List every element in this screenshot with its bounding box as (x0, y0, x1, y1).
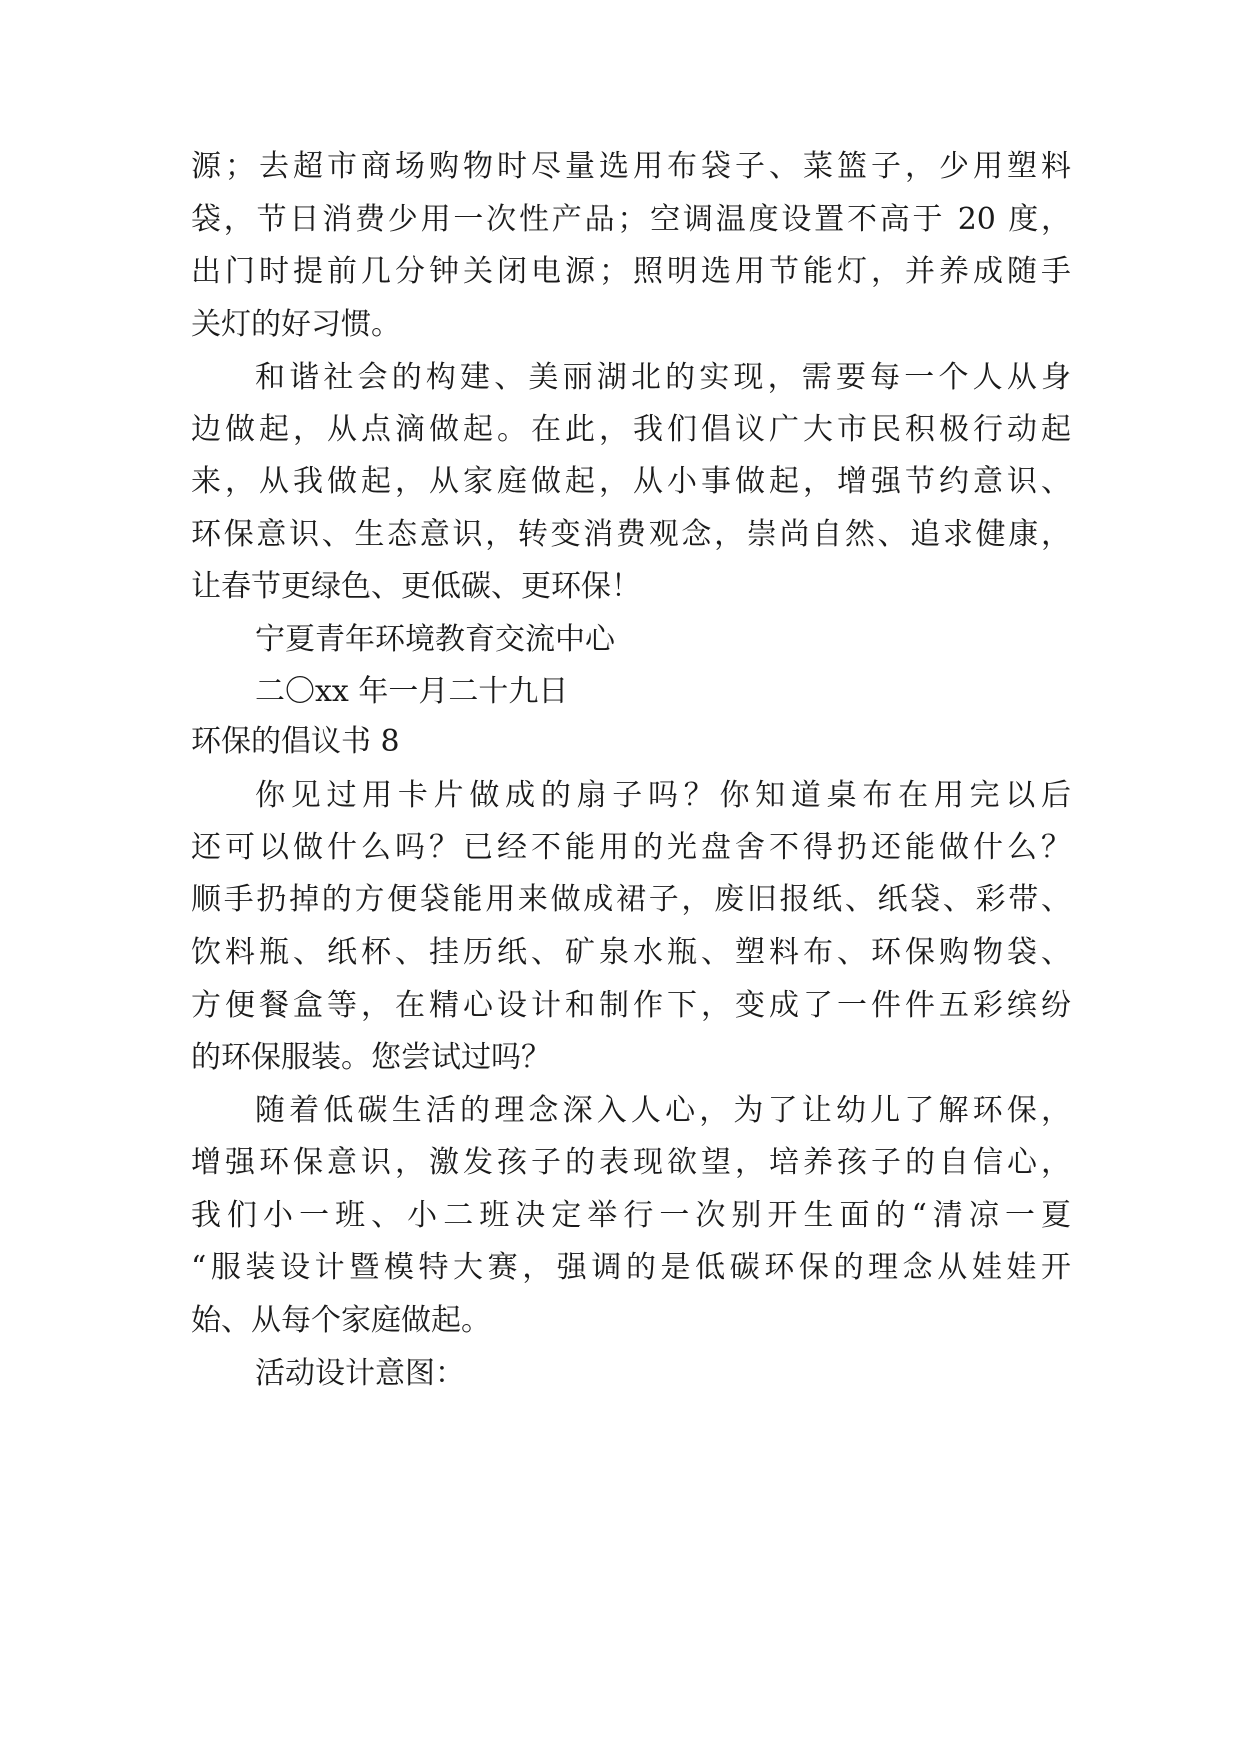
paragraph-line: 和谐社会的构建、美丽湖北的实现，需要每一个人从身 (255, 360, 1071, 395)
paragraph-line: 关灯的好习惯。 (191, 307, 401, 342)
section-heading: 环保的倡议书 8 (191, 724, 400, 759)
paragraph-line: 随着低碳生活的理念深入人心，为了让幼儿了解环保， (255, 1093, 1071, 1128)
paragraph-line: 来，从我做起，从家庭做起，从小事做起，增强节约意识、 (191, 464, 1071, 499)
paragraph-line: 的环保服装。您尝试过吗？ (191, 1040, 551, 1075)
signature-date: 二〇xx 年一月二十九日 (255, 674, 569, 709)
signature-organization: 宁夏青年环境教育交流中心 (255, 622, 615, 657)
paragraph-line: 始、从每个家庭做起。 (191, 1303, 491, 1338)
paragraph-line: 出门时提前几分钟关闭电源；照明选用节能灯，并养成随手 (191, 254, 1071, 289)
paragraph-line: 让春节更绿色、更低碳、更环保！ (191, 569, 641, 604)
paragraph-line: 我们小一班、小二班决定举行一次别开生面的“清凉一夏 (191, 1198, 1071, 1233)
paragraph-line: 还可以做什么吗？已经不能用的光盘舍不得扔还能做什么？ (191, 830, 1071, 865)
paragraph-line: 增强环保意识，激发孩子的表现欲望，培养孩子的自信心， (191, 1145, 1071, 1180)
paragraph-line: 顺手扔掉的方便袋能用来做成裙子，废旧报纸、纸袋、彩带、 (191, 882, 1071, 917)
paragraph-line: 边做起，从点滴做起。在此，我们倡议广大市民积极行动起 (191, 412, 1071, 447)
paragraph-line: “服装设计暨模特大赛，强调的是低碳环保的理念从娃娃开 (191, 1250, 1071, 1285)
paragraph-line: 环保意识、生态意识，转变消费观念，崇尚自然、追求健康， (191, 517, 1071, 552)
paragraph-line: 袋，节日消费少用一次性产品；空调温度设置不高于 20 度， (191, 202, 1071, 237)
paragraph-line: 方便餐盒等，在精心设计和制作下，变成了一件件五彩缤纷 (191, 988, 1071, 1023)
paragraph-line: 源；去超市商场购物时尽量选用布袋子、菜篮子，少用塑料 (191, 149, 1071, 184)
paragraph-line: 活动设计意图： (255, 1356, 465, 1391)
paragraph-line: 饮料瓶、纸杯、挂历纸、矿泉水瓶、塑料布、环保购物袋、 (191, 935, 1071, 970)
paragraph-line: 你见过用卡片做成的扇子吗？你知道桌布在用完以后 (255, 778, 1071, 813)
